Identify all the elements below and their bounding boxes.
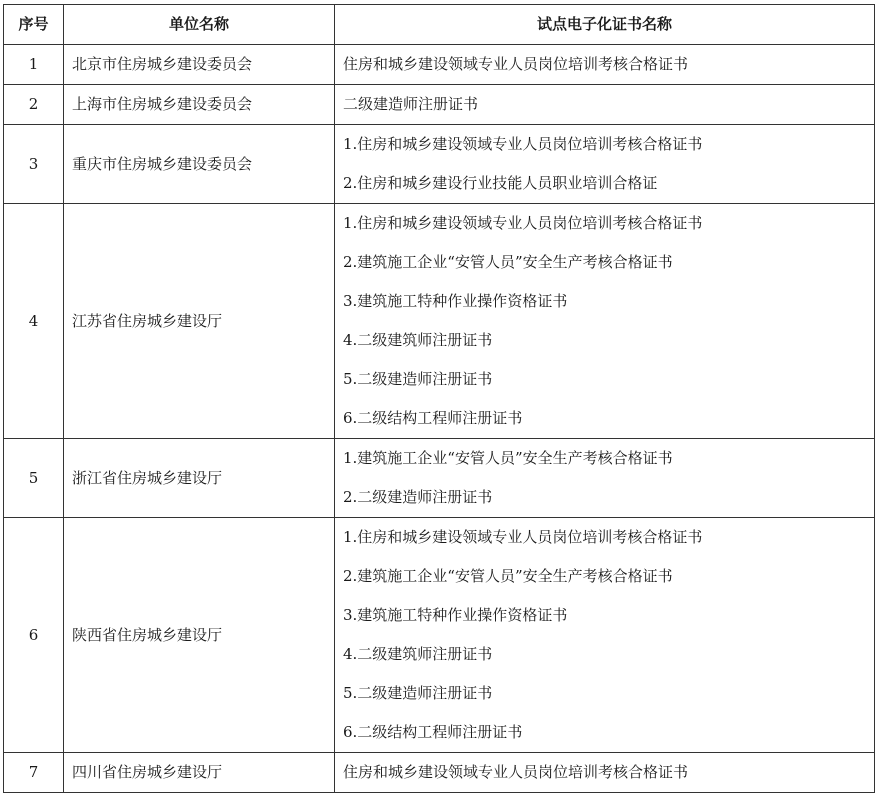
table-row (4, 85, 875, 125)
table-row (4, 439, 875, 518)
certificate-item: 6.二级结构工程师注册证书 (343, 723, 523, 741)
header-certificate-name: 试点电子化证书名称 (335, 5, 875, 45)
unit-name-cell: 重庆市住房城乡建设委员会 (64, 125, 335, 204)
serial-number-cell: 1 (4, 45, 64, 85)
header-row (4, 5, 875, 45)
certificate-item: 2.住房和城乡建设行业技能人员职业培训合格证 (343, 174, 658, 192)
unit-name-cell: 浙江省住房城乡建设厅 (64, 439, 335, 518)
certificate-item: 5.二级建造师注册证书 (343, 684, 493, 702)
table-row (4, 45, 875, 85)
unit-name-cell: 北京市住房城乡建设委员会 (64, 45, 335, 85)
certificate-item: 1.住房和城乡建设领域专业人员岗位培训考核合格证书 (343, 135, 703, 153)
certificate-item: 1.建筑施工企业“安管人员”安全生产考核合格证书 (343, 449, 673, 467)
certificate-list-cell (335, 125, 875, 204)
table-row (4, 753, 875, 793)
table-row (4, 125, 875, 204)
certificate-item: 4.二级建筑师注册证书 (343, 331, 493, 349)
certificate-item: 5.二级建造师注册证书 (343, 370, 493, 388)
serial-number-cell: 5 (4, 439, 64, 518)
certificate-item: 3.建筑施工特种作业操作资格证书 (343, 606, 568, 624)
certificate-item: 4.二级建筑师注册证书 (343, 645, 493, 663)
serial-number-cell: 6 (4, 518, 64, 753)
certificate-list-cell (335, 85, 875, 125)
certificate-list-cell (335, 204, 875, 439)
table-row (4, 204, 875, 439)
certificate-item: 3.建筑施工特种作业操作资格证书 (343, 292, 568, 310)
serial-number-cell: 3 (4, 125, 64, 204)
serial-number-cell: 4 (4, 204, 64, 439)
certificate-list-cell (335, 518, 875, 753)
table-row (4, 518, 875, 753)
certificate-item: 住房和城乡建设领域专业人员岗位培训考核合格证书 (343, 763, 689, 781)
serial-number-cell: 7 (4, 753, 64, 793)
unit-name-cell: 四川省住房城乡建设厅 (64, 753, 335, 793)
unit-name-cell: 上海市住房城乡建设委员会 (64, 85, 335, 125)
certificate-item: 6.二级结构工程师注册证书 (343, 409, 523, 427)
certificate-list-cell (335, 439, 875, 518)
header-serial-number: 序号 (4, 5, 64, 45)
certificate-item: 住房和城乡建设领域专业人员岗位培训考核合格证书 (343, 55, 689, 73)
certificate-item: 2.建筑施工企业“安管人员”安全生产考核合格证书 (343, 253, 673, 271)
unit-name-cell: 陕西省住房城乡建设厅 (64, 518, 335, 753)
certificate-item: 1.住房和城乡建设领域专业人员岗位培训考核合格证书 (343, 528, 703, 546)
table-body (4, 45, 875, 793)
header-unit-name: 单位名称 (64, 5, 335, 45)
serial-number-cell: 2 (4, 85, 64, 125)
certificate-pilot-table (3, 4, 875, 793)
table-header (4, 5, 875, 45)
unit-name-cell: 江苏省住房城乡建设厅 (64, 204, 335, 439)
certificate-list-cell (335, 45, 875, 85)
certificate-item: 1.住房和城乡建设领域专业人员岗位培训考核合格证书 (343, 214, 703, 232)
certificate-item: 二级建造师注册证书 (343, 95, 479, 113)
certificate-list-cell (335, 753, 875, 793)
certificate-item: 2.二级建造师注册证书 (343, 488, 493, 506)
certificate-item: 2.建筑施工企业“安管人员”安全生产考核合格证书 (343, 567, 673, 585)
